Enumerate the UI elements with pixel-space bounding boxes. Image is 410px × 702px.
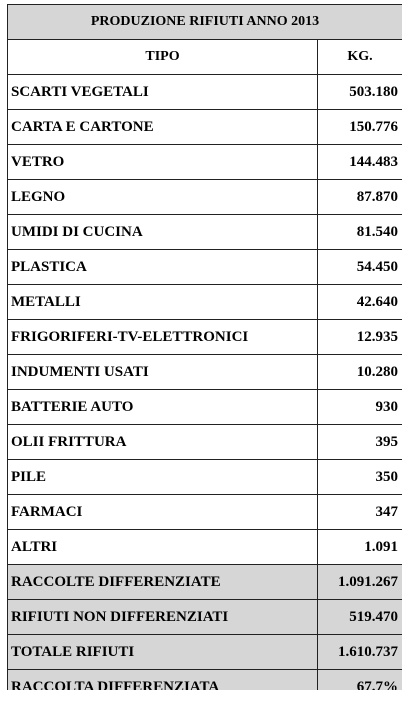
kg-value-cell: 42.640	[318, 285, 403, 320]
waste-type-cell: METALLI	[8, 285, 318, 320]
total-label: TOTALE RIFIUTI	[8, 635, 318, 670]
total-label: RIFIUTI NON DIFFERENZIATI	[8, 600, 318, 635]
kg-value-cell: 144.483	[318, 145, 403, 180]
total-row	[8, 635, 403, 670]
column-header-kg: KG.	[318, 40, 403, 75]
table-row	[8, 530, 403, 565]
table-row	[8, 285, 403, 320]
kg-value-cell: 930	[318, 390, 403, 425]
table-row	[8, 110, 403, 145]
kg-value-cell: 395	[318, 425, 403, 460]
waste-type-cell: UMIDI DI CUCINA	[8, 215, 318, 250]
kg-value-cell: 150.776	[318, 110, 403, 145]
table-row	[8, 460, 403, 495]
total-value: 1.610.737	[318, 635, 403, 670]
waste-type-cell: LEGNO	[8, 180, 318, 215]
table-row	[8, 320, 403, 355]
total-row	[8, 565, 403, 600]
kg-value-cell: 503.180	[318, 75, 403, 110]
total-value: 519.470	[318, 600, 403, 635]
waste-type-cell: ALTRI	[8, 530, 318, 565]
table-row	[8, 145, 403, 180]
kg-value-cell: 347	[318, 495, 403, 530]
table-title: PRODUZIONE RIFIUTI ANNO 2013	[8, 5, 403, 40]
table-row	[8, 355, 403, 390]
total-row	[8, 600, 403, 635]
column-header-type: TIPO	[8, 40, 318, 75]
kg-value-cell: 87.870	[318, 180, 403, 215]
waste-type-cell: SCARTI VEGETALI	[8, 75, 318, 110]
table-row	[8, 215, 403, 250]
table-row	[8, 390, 403, 425]
waste-type-cell: OLII FRITTURA	[8, 425, 318, 460]
kg-value-cell: 12.935	[318, 320, 403, 355]
waste-type-cell: INDUMENTI USATI	[8, 355, 318, 390]
total-row	[8, 670, 403, 691]
kg-value-cell: 10.280	[318, 355, 403, 390]
waste-type-cell: CARTA E CARTONE	[8, 110, 318, 145]
kg-value-cell: 81.540	[318, 215, 403, 250]
total-value: 1.091.267	[318, 565, 403, 600]
waste-type-cell: PILE	[8, 460, 318, 495]
table-row	[8, 495, 403, 530]
kg-value-cell: 54.450	[318, 250, 403, 285]
waste-type-cell: FRIGORIFERI-TV-ELETTRONICI	[8, 320, 318, 355]
waste-type-cell: PLASTICA	[8, 250, 318, 285]
header-row	[8, 40, 403, 75]
table-row	[8, 75, 403, 110]
title-row	[8, 5, 403, 40]
total-label: RACCOLTE DIFFERENZIATE	[8, 565, 318, 600]
waste-type-cell: BATTERIE AUTO	[8, 390, 318, 425]
table-row	[8, 425, 403, 460]
waste-production-table	[7, 4, 402, 690]
kg-value-cell: 350	[318, 460, 403, 495]
waste-type-cell: FARMACI	[8, 495, 318, 530]
waste-type-cell: VETRO	[8, 145, 318, 180]
total-value: 67.7%	[318, 670, 403, 691]
table-row	[8, 180, 403, 215]
kg-value-cell: 1.091	[318, 530, 403, 565]
waste-production-sheet	[7, 4, 402, 690]
table-row	[8, 250, 403, 285]
total-label: RACCOLTA DIFFERENZIATA	[8, 670, 318, 691]
